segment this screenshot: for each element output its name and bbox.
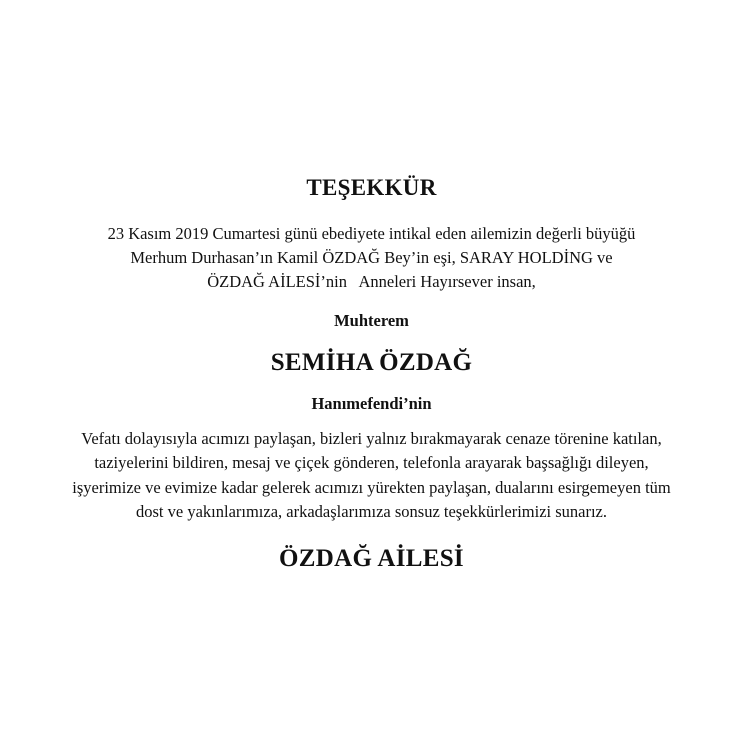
intro-line: ÖZDAĞ AİLESİ’nin Anneleri Hayırsever insan, (207, 272, 536, 291)
intro-line: 23 Kasım 2019 Cumartesi günü ebediyete intikal eden ailemizin değerli büyüğü (107, 224, 636, 243)
name-suffix: Hanımefendi’nin (311, 394, 432, 413)
intro-line: Merhum Durhasan’ın Kamil ÖZDAĞ Bey’in eşi, SARAY HOLDİNG ve (130, 248, 613, 267)
honorific: Muhterem (334, 311, 409, 330)
body-line: Vefatı dolayısıyla acımızı paylaşan, bizleri yalnız bırakmayarak cenaze törenine katılan, (81, 429, 662, 448)
notice-title: TEŞEKKÜR (306, 175, 437, 200)
family-signature: ÖZDAĞ AİLESİ (279, 545, 464, 572)
body-line: işyerimize ve evimize kadar gelerek acımızı yürekten paylaşan, dualarını esirgemeyen tüm (72, 478, 671, 497)
body-line: dost ve yakınlarımıza, arkadaşlarımıza sonsuz teşekkürlerimizi sunarız. (136, 502, 607, 521)
body-line: taziyelerini bildiren, mesaj ve çiçek gönderen, telefonla arayarak başsağlığı dileyen, (94, 453, 649, 472)
deceased-name: SEMİHA ÖZDAĞ (270, 349, 473, 376)
